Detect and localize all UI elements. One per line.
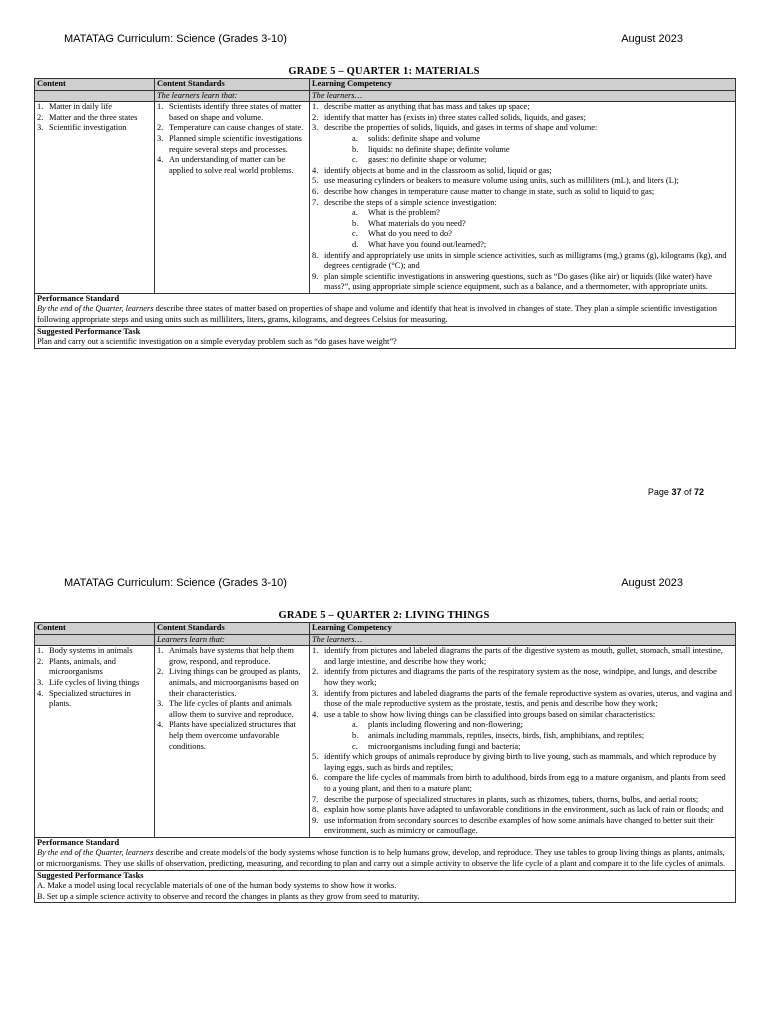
competency-text: plan simple scientific investigations in answering questions, such as “Do gases (like air) or liquids (like water) have mass?”, using appropriate simple science equipment, such as a balance, and a thermometer, with appropriate units. bbox=[324, 271, 712, 292]
competency-item bbox=[312, 113, 733, 124]
content-item: 2. Matter and the three states bbox=[37, 113, 152, 124]
col-header-standards: Content Standards bbox=[155, 79, 310, 91]
competency-subitem: b. animals including mammals, reptiles, insects, birds, fish, amphibians, and reptiles; bbox=[352, 731, 733, 742]
col-subheader-competency: The learners… bbox=[310, 634, 736, 646]
page-number bbox=[648, 487, 704, 497]
content-item: 3. Scientific investigation bbox=[37, 123, 152, 134]
curriculum-table bbox=[34, 622, 736, 903]
performance-standard-heading: Performance Standard bbox=[37, 837, 120, 847]
performance-standard-cell bbox=[35, 293, 736, 326]
competency-item bbox=[312, 710, 733, 752]
competency-subitem: a. plants including flowering and non-flowering; bbox=[352, 720, 733, 731]
competency-text: describe matter as anything that has mass and takes up space; bbox=[324, 102, 530, 112]
competency-item bbox=[312, 646, 733, 667]
competency-text: identify from pictures and labeled diagrams the parts of the female reproductive system as ovaries, uterus, and vagina and those of the male reproductive system as the prostate, testis, and penis and describe how they work; bbox=[324, 688, 732, 709]
col-header-standards: Content Standards bbox=[155, 623, 310, 635]
table-header-row bbox=[35, 623, 736, 635]
performance-standard-body bbox=[37, 848, 733, 869]
performance-standard-lead: By the end of the Quarter, learners bbox=[37, 304, 154, 314]
performance-standard-text: describe three states of matter based on properties of shape and volume and identify that heat is involved in changes of state. They plan a simple scientific investigation following appropriate steps and using units such as milliliters, liters, grams, kilograms, and degrees Celsius for measuring. bbox=[37, 304, 717, 325]
performance-task-row bbox=[35, 870, 736, 903]
col-header-competency: Learning Competency bbox=[310, 623, 736, 635]
competency-subitem: b. What materials do you need? bbox=[352, 219, 733, 230]
header-left: MATATAG Curriculum: Science (Grades 3-10) bbox=[64, 33, 287, 45]
table-subheader-row bbox=[35, 90, 736, 102]
page-of: of bbox=[681, 487, 694, 497]
competency-subitem: c. gases: no definite shape or volume; bbox=[352, 155, 733, 166]
competency-subitem: c. What do you need to do? bbox=[352, 229, 733, 240]
table-header-row bbox=[35, 79, 736, 91]
performance-standard-lead: By the end of the Quarter, learners bbox=[37, 848, 154, 858]
standard-item: 2. Temperature can cause changes of state. bbox=[157, 123, 307, 134]
performance-standard-text: describe and create models of the body systems whose function is to help humans grow, develop, and reproduce. They use tables to group living things as plants, animals, or microorganisms. They use skills of observation, predicting, measuring, and recording to plan and carry out a simple activity to observe the life cycle of a plant and compare it to the life cycles of animals. bbox=[37, 848, 726, 869]
performance-standard-cell bbox=[35, 837, 736, 870]
competency-subitem: d. What have you found out/learned?; bbox=[352, 240, 733, 251]
col-header-content: Content bbox=[35, 79, 155, 91]
competency-cell bbox=[310, 646, 736, 838]
competency-text: identify that matter has (exists in) three states called solids, liquids, and gases; bbox=[324, 112, 586, 122]
performance-task-cell bbox=[35, 870, 736, 903]
performance-task-row bbox=[35, 326, 736, 348]
competency-item bbox=[312, 102, 733, 113]
competency-text: use measuring cylinders or beakers to measure volume using units, such as milliliters (mL), and liters (L); bbox=[324, 176, 679, 186]
table-body-row bbox=[35, 102, 736, 294]
header-left: MATATAG Curriculum: Science (Grades 3-10) bbox=[64, 577, 287, 589]
grade-quarter-title: GRADE 5 – QUARTER 1: MATERIALS bbox=[288, 66, 480, 77]
competency-item bbox=[312, 123, 733, 165]
content-item: 1. Matter in daily life bbox=[37, 102, 152, 113]
competency-text: use a table to show how living things can be classified into groups based on similar characteristics: bbox=[324, 709, 656, 719]
competency-subitem: b. liquids: no definite shape; definite volume bbox=[352, 145, 733, 156]
content-cell bbox=[35, 102, 155, 294]
competency-text: identify and appropriately use units in simple science activities, such as milligrams (mg,) grams (g), kilograms (kg), and degrees centigrade (°C); and bbox=[324, 250, 727, 271]
col-header-competency: Learning Competency bbox=[310, 79, 736, 91]
standard-item: 1. Scientists identify three states of matter based on shape and volume. bbox=[157, 102, 307, 123]
competency-text: compare the life cycles of mammals from birth to adulthood, birds from egg to a mature organism, and plants from seed to a young plant, and then to a mature plant; bbox=[324, 773, 726, 793]
header-date: August 2023 bbox=[621, 577, 683, 589]
competency-text: explain how some plants have adapted to unfavorable conditions in the environment, such as lack of rain or floods; and bbox=[324, 805, 724, 815]
competency-text: describe how changes in temperature cause matter to change in state, such as solid to liquid to gas; bbox=[324, 186, 655, 196]
competency-text: describe the purpose of specialized structures in plants, such as rhizomes, tubers, thorns, bulbs, and aerial roots; bbox=[324, 794, 699, 804]
competency-item bbox=[312, 689, 733, 710]
header-date: August 2023 bbox=[621, 33, 683, 45]
standards-cell bbox=[155, 102, 310, 294]
col-subheader-standards: The learners learn that: bbox=[155, 90, 310, 102]
competency-item bbox=[312, 773, 733, 794]
page-current: 37 bbox=[671, 487, 682, 497]
competency-item bbox=[312, 667, 733, 688]
competency-subitem: c. microorganisms including fungi and bacteria; bbox=[352, 742, 733, 753]
competency-text: identify objects at home and in the classroom as solid, liquid or gas; bbox=[324, 165, 552, 175]
performance-standard-row bbox=[35, 837, 736, 870]
competency-text: identify from pictures and diagrams the parts of the respiratory system as the nose, windpipe, and lungs, and describe how they work; bbox=[324, 667, 717, 687]
performance-task-text: A. Make a model using local recyclable materials of one of the human body systems to show how it works. bbox=[37, 881, 397, 891]
competency-text: use information from secondary sources to describe examples of how some animals have changed to better suit their environment, such as mimicry or camouflage. bbox=[324, 815, 714, 836]
competency-item bbox=[312, 816, 733, 837]
performance-task-heading: Suggested Performance Tasks bbox=[37, 870, 144, 880]
competency-item bbox=[312, 187, 733, 198]
table-subheader-row bbox=[35, 634, 736, 646]
competency-item bbox=[312, 805, 733, 816]
competency-item bbox=[312, 176, 733, 187]
competency-text: describe the properties of solids, liquids, and gases in terms of shape and volume: bbox=[324, 123, 598, 133]
competency-item bbox=[312, 752, 733, 773]
competency-text: identify from pictures and labeled diagrams the parts of the digestive system as mouth, gullet, stomach, small intestine, and large intestine, and describe how they work; bbox=[324, 646, 723, 666]
competency-item bbox=[312, 272, 733, 293]
standard-item: 1. Animals have systems that help them grow, respond, and reproduce. bbox=[157, 646, 307, 667]
col-subheader-content bbox=[35, 634, 155, 646]
competency-subitem: a. What is the problem? bbox=[352, 208, 733, 219]
col-header-content: Content bbox=[35, 623, 155, 635]
performance-task-cell bbox=[35, 326, 736, 348]
competency-text: identify which groups of animals reproduce by giving birth to live young, such as mammals, and which reproduce by laying eggs, such as birds and reptiles; bbox=[324, 752, 717, 772]
performance-standard-row bbox=[35, 293, 736, 326]
page-prefix: Page bbox=[647, 487, 672, 497]
competency-cell bbox=[310, 102, 736, 294]
performance-task-text: Plan and carry out a scientific investigation on a simple everyday problem such as “do gases have weight”? bbox=[37, 337, 397, 347]
standard-item: 3. The life cycles of plants and animals allow them to survive and reproduce. bbox=[157, 699, 307, 720]
competency-item bbox=[312, 166, 733, 177]
content-item: 1. Body systems in animals bbox=[37, 646, 152, 657]
standard-item: 4. Plants have specialized structures that help them overcome unfavorable conditions. bbox=[157, 720, 307, 752]
competency-item bbox=[312, 795, 733, 806]
page-total: 72 bbox=[693, 487, 704, 497]
grade-quarter-title: GRADE 5 – QUARTER 2: LIVING THINGS bbox=[278, 610, 490, 621]
table-body-row bbox=[35, 646, 736, 838]
standards-cell bbox=[155, 646, 310, 838]
col-subheader-content bbox=[35, 90, 155, 102]
curriculum-table bbox=[34, 78, 736, 349]
competency-item bbox=[312, 198, 733, 251]
standard-item: 2. Living things can be grouped as plants, animals, and microorganisms based on their characteristics. bbox=[157, 667, 307, 699]
col-subheader-competency: The learners… bbox=[310, 90, 736, 102]
content-item: 4. Specialized structures in plants. bbox=[37, 689, 152, 710]
competency-text: describe the steps of a simple science investigation: bbox=[324, 197, 497, 207]
content-item: 2. Plants, animals, and microorganisms bbox=[37, 657, 152, 678]
performance-task-text: B. Set up a simple science activity to observe and record the changes in plants as they grow from seed to maturity. bbox=[37, 891, 420, 901]
competency-item bbox=[312, 251, 733, 272]
performance-standard-body bbox=[37, 304, 733, 325]
standard-item: 3. Planned simple scientific investigations require several steps and processes. bbox=[157, 134, 307, 155]
performance-standard-heading: Performance Standard bbox=[37, 293, 120, 303]
document-page-2 bbox=[0, 544, 768, 1024]
content-item: 3. Life cycles of living things bbox=[37, 678, 152, 689]
competency-subitem: a. solids: definite shape and volume bbox=[352, 134, 733, 145]
performance-task-heading: Suggested Performance Task bbox=[37, 326, 141, 336]
standard-item: 4. An understanding of matter can be applied to solve real world problems. bbox=[157, 155, 307, 176]
col-subheader-standards: Learners learn that: bbox=[155, 634, 310, 646]
content-cell bbox=[35, 646, 155, 838]
